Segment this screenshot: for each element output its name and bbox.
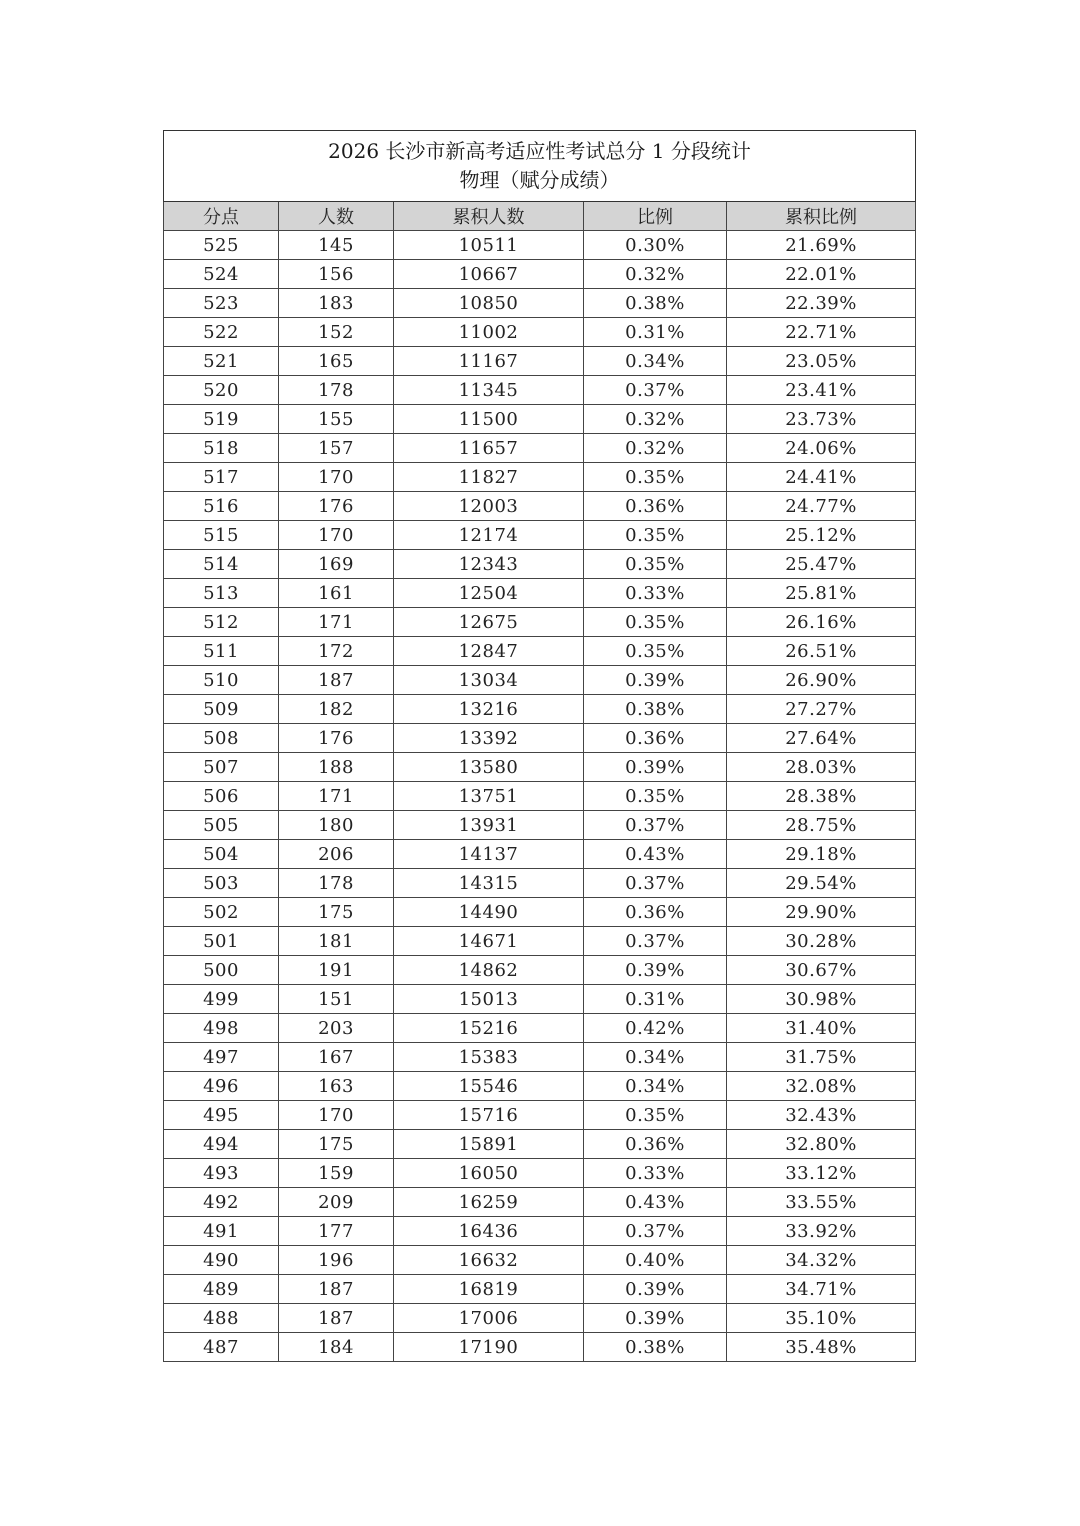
count-cell: 171 (279, 608, 394, 637)
cumulative-ratio-cell: 22.71% (727, 318, 916, 347)
ratio-cell: 0.35% (584, 521, 727, 550)
score-cell: 489 (164, 1275, 279, 1304)
score-distribution-table-wrapper (163, 130, 915, 1362)
count-cell: 170 (279, 521, 394, 550)
score-cell: 505 (164, 811, 279, 840)
cumulative-ratio-cell: 29.18% (727, 840, 916, 869)
count-cell: 170 (279, 1101, 394, 1130)
cumulative-ratio-cell: 25.12% (727, 521, 916, 550)
ratio-cell: 0.38% (584, 289, 727, 318)
cumulative-count-cell: 10850 (394, 289, 584, 318)
ratio-cell: 0.37% (584, 376, 727, 405)
cumulative-count-cell: 12343 (394, 550, 584, 579)
score-cell: 502 (164, 898, 279, 927)
table-row (164, 695, 916, 724)
cumulative-ratio-cell: 33.92% (727, 1217, 916, 1246)
cumulative-ratio-cell: 24.41% (727, 463, 916, 492)
cumulative-count-cell: 14137 (394, 840, 584, 869)
cumulative-ratio-cell: 29.90% (727, 898, 916, 927)
count-cell: 172 (279, 637, 394, 666)
ratio-cell: 0.39% (584, 753, 727, 782)
cumulative-count-cell: 16050 (394, 1159, 584, 1188)
table-row (164, 898, 916, 927)
count-cell: 169 (279, 550, 394, 579)
ratio-cell: 0.35% (584, 1101, 727, 1130)
cumulative-count-cell: 13931 (394, 811, 584, 840)
count-cell: 184 (279, 1333, 394, 1362)
count-cell: 145 (279, 231, 394, 260)
table-row (164, 840, 916, 869)
score-cell: 510 (164, 666, 279, 695)
cumulative-count-cell: 12174 (394, 521, 584, 550)
score-cell: 490 (164, 1246, 279, 1275)
table-row (164, 1043, 916, 1072)
ratio-cell: 0.39% (584, 1275, 727, 1304)
cumulative-count-cell: 14490 (394, 898, 584, 927)
score-cell: 497 (164, 1043, 279, 1072)
score-cell: 520 (164, 376, 279, 405)
cumulative-ratio-cell: 31.75% (727, 1043, 916, 1072)
cumulative-ratio-cell: 23.41% (727, 376, 916, 405)
cumulative-count-cell: 11657 (394, 434, 584, 463)
cumulative-ratio-cell: 25.81% (727, 579, 916, 608)
count-cell: 165 (279, 347, 394, 376)
cumulative-count-cell: 11345 (394, 376, 584, 405)
header-row (164, 202, 916, 231)
ratio-cell: 0.33% (584, 1159, 727, 1188)
score-cell: 506 (164, 782, 279, 811)
cumulative-ratio-cell: 35.10% (727, 1304, 916, 1333)
count-cell: 159 (279, 1159, 394, 1188)
table-row (164, 1217, 916, 1246)
cumulative-count-cell: 14862 (394, 956, 584, 985)
score-cell: 498 (164, 1014, 279, 1043)
count-cell: 152 (279, 318, 394, 347)
ratio-cell: 0.39% (584, 666, 727, 695)
header-count: 人数 (279, 202, 394, 231)
table-row (164, 463, 916, 492)
cumulative-ratio-cell: 30.67% (727, 956, 916, 985)
cumulative-count-cell: 13580 (394, 753, 584, 782)
table-row (164, 985, 916, 1014)
count-cell: 191 (279, 956, 394, 985)
cumulative-ratio-cell: 25.47% (727, 550, 916, 579)
score-cell: 525 (164, 231, 279, 260)
header-ratio: 比例 (584, 202, 727, 231)
score-cell: 515 (164, 521, 279, 550)
ratio-cell: 0.40% (584, 1246, 727, 1275)
ratio-cell: 0.37% (584, 869, 727, 898)
table-body (164, 231, 916, 1362)
table-row (164, 1159, 916, 1188)
count-cell: 155 (279, 405, 394, 434)
score-cell: 519 (164, 405, 279, 434)
cumulative-ratio-cell: 31.40% (727, 1014, 916, 1043)
header-cumulative-ratio: 累积比例 (727, 202, 916, 231)
cumulative-count-cell: 15716 (394, 1101, 584, 1130)
cumulative-count-cell: 17006 (394, 1304, 584, 1333)
score-cell: 491 (164, 1217, 279, 1246)
count-cell: 175 (279, 898, 394, 927)
cumulative-ratio-cell: 23.73% (727, 405, 916, 434)
table-row (164, 1188, 916, 1217)
cumulative-ratio-cell: 23.05% (727, 347, 916, 376)
ratio-cell: 0.34% (584, 1072, 727, 1101)
score-cell: 495 (164, 1101, 279, 1130)
cumulative-count-cell: 16436 (394, 1217, 584, 1246)
cumulative-ratio-cell: 28.03% (727, 753, 916, 782)
ratio-cell: 0.32% (584, 260, 727, 289)
table-row (164, 347, 916, 376)
score-distribution-table (163, 130, 916, 1362)
count-cell: 178 (279, 376, 394, 405)
table-row (164, 753, 916, 782)
ratio-cell: 0.38% (584, 1333, 727, 1362)
ratio-cell: 0.39% (584, 956, 727, 985)
ratio-cell: 0.43% (584, 1188, 727, 1217)
cumulative-count-cell: 13751 (394, 782, 584, 811)
cumulative-count-cell: 16632 (394, 1246, 584, 1275)
cumulative-count-cell: 12504 (394, 579, 584, 608)
score-cell: 507 (164, 753, 279, 782)
count-cell: 181 (279, 927, 394, 956)
title-row (164, 131, 916, 202)
table-row (164, 1101, 916, 1130)
cumulative-ratio-cell: 27.27% (727, 695, 916, 724)
score-cell: 493 (164, 1159, 279, 1188)
count-cell: 163 (279, 1072, 394, 1101)
cumulative-count-cell: 13034 (394, 666, 584, 695)
table-row (164, 492, 916, 521)
ratio-cell: 0.37% (584, 811, 727, 840)
count-cell: 175 (279, 1130, 394, 1159)
count-cell: 187 (279, 1304, 394, 1333)
ratio-cell: 0.35% (584, 608, 727, 637)
count-cell: 170 (279, 463, 394, 492)
cumulative-count-cell: 15013 (394, 985, 584, 1014)
cumulative-count-cell: 11167 (394, 347, 584, 376)
count-cell: 182 (279, 695, 394, 724)
title-line-1: 2026 长沙市新高考适应性考试总分 1 分段统计 (328, 139, 751, 163)
table-row (164, 521, 916, 550)
cumulative-count-cell: 13216 (394, 695, 584, 724)
cumulative-count-cell: 12675 (394, 608, 584, 637)
ratio-cell: 0.36% (584, 898, 727, 927)
table-row (164, 1014, 916, 1043)
count-cell: 161 (279, 579, 394, 608)
ratio-cell: 0.43% (584, 840, 727, 869)
table-row (164, 1072, 916, 1101)
table-row (164, 956, 916, 985)
cumulative-ratio-cell: 26.51% (727, 637, 916, 666)
score-cell: 518 (164, 434, 279, 463)
score-cell: 513 (164, 579, 279, 608)
count-cell: 203 (279, 1014, 394, 1043)
count-cell: 206 (279, 840, 394, 869)
cumulative-ratio-cell: 33.12% (727, 1159, 916, 1188)
score-cell: 503 (164, 869, 279, 898)
cumulative-count-cell: 12847 (394, 637, 584, 666)
count-cell: 176 (279, 724, 394, 753)
count-cell: 151 (279, 985, 394, 1014)
table-row (164, 231, 916, 260)
table-row (164, 666, 916, 695)
table-row (164, 1246, 916, 1275)
ratio-cell: 0.37% (584, 927, 727, 956)
ratio-cell: 0.31% (584, 985, 727, 1014)
cumulative-count-cell: 15891 (394, 1130, 584, 1159)
count-cell: 171 (279, 782, 394, 811)
cumulative-count-cell: 12003 (394, 492, 584, 521)
count-cell: 196 (279, 1246, 394, 1275)
cumulative-count-cell: 11002 (394, 318, 584, 347)
table-row (164, 724, 916, 753)
score-cell: 487 (164, 1333, 279, 1362)
header-cumulative-count: 累积人数 (394, 202, 584, 231)
cumulative-ratio-cell: 22.39% (727, 289, 916, 318)
title-line-2: 物理（赋分成绩） (459, 168, 620, 192)
cumulative-count-cell: 15216 (394, 1014, 584, 1043)
ratio-cell: 0.42% (584, 1014, 727, 1043)
cumulative-ratio-cell: 30.28% (727, 927, 916, 956)
table-row (164, 811, 916, 840)
table-row (164, 637, 916, 666)
score-cell: 509 (164, 695, 279, 724)
cumulative-ratio-cell: 26.16% (727, 608, 916, 637)
score-cell: 523 (164, 289, 279, 318)
cumulative-count-cell: 16259 (394, 1188, 584, 1217)
table-row (164, 289, 916, 318)
ratio-cell: 0.30% (584, 231, 727, 260)
cumulative-ratio-cell: 28.38% (727, 782, 916, 811)
count-cell: 187 (279, 1275, 394, 1304)
count-cell: 167 (279, 1043, 394, 1072)
score-cell: 514 (164, 550, 279, 579)
table-row (164, 550, 916, 579)
cumulative-ratio-cell: 34.32% (727, 1246, 916, 1275)
header-score: 分点 (164, 202, 279, 231)
cumulative-count-cell: 17190 (394, 1333, 584, 1362)
cumulative-count-cell: 14671 (394, 927, 584, 956)
score-cell: 508 (164, 724, 279, 753)
score-cell: 499 (164, 985, 279, 1014)
ratio-cell: 0.32% (584, 405, 727, 434)
table-row (164, 376, 916, 405)
score-cell: 488 (164, 1304, 279, 1333)
ratio-cell: 0.31% (584, 318, 727, 347)
cumulative-ratio-cell: 33.55% (727, 1188, 916, 1217)
cumulative-count-cell: 10667 (394, 260, 584, 289)
cumulative-count-cell: 15546 (394, 1072, 584, 1101)
count-cell: 187 (279, 666, 394, 695)
table-row (164, 608, 916, 637)
table-row (164, 1130, 916, 1159)
count-cell: 209 (279, 1188, 394, 1217)
count-cell: 176 (279, 492, 394, 521)
ratio-cell: 0.34% (584, 347, 727, 376)
count-cell: 188 (279, 753, 394, 782)
ratio-cell: 0.36% (584, 492, 727, 521)
count-cell: 178 (279, 869, 394, 898)
score-cell: 521 (164, 347, 279, 376)
ratio-cell: 0.38% (584, 695, 727, 724)
cumulative-ratio-cell: 22.01% (727, 260, 916, 289)
cumulative-ratio-cell: 21.69% (727, 231, 916, 260)
table-title (164, 131, 916, 202)
score-cell: 517 (164, 463, 279, 492)
count-cell: 180 (279, 811, 394, 840)
cumulative-ratio-cell: 24.77% (727, 492, 916, 521)
table-row (164, 318, 916, 347)
ratio-cell: 0.35% (584, 782, 727, 811)
cumulative-ratio-cell: 26.90% (727, 666, 916, 695)
ratio-cell: 0.36% (584, 724, 727, 753)
ratio-cell: 0.39% (584, 1304, 727, 1333)
cumulative-count-cell: 13392 (394, 724, 584, 753)
table-row (164, 1304, 916, 1333)
cumulative-count-cell: 15383 (394, 1043, 584, 1072)
ratio-cell: 0.36% (584, 1130, 727, 1159)
count-cell: 157 (279, 434, 394, 463)
cumulative-ratio-cell: 24.06% (727, 434, 916, 463)
ratio-cell: 0.33% (584, 579, 727, 608)
ratio-cell: 0.35% (584, 637, 727, 666)
cumulative-ratio-cell: 35.48% (727, 1333, 916, 1362)
score-cell: 500 (164, 956, 279, 985)
cumulative-count-cell: 10511 (394, 231, 584, 260)
table-row (164, 260, 916, 289)
score-cell: 522 (164, 318, 279, 347)
ratio-cell: 0.37% (584, 1217, 727, 1246)
score-cell: 524 (164, 260, 279, 289)
cumulative-ratio-cell: 27.64% (727, 724, 916, 753)
cumulative-ratio-cell: 32.08% (727, 1072, 916, 1101)
score-cell: 501 (164, 927, 279, 956)
score-cell: 494 (164, 1130, 279, 1159)
ratio-cell: 0.35% (584, 463, 727, 492)
count-cell: 183 (279, 289, 394, 318)
cumulative-ratio-cell: 34.71% (727, 1275, 916, 1304)
score-cell: 516 (164, 492, 279, 521)
cumulative-count-cell: 14315 (394, 869, 584, 898)
score-cell: 504 (164, 840, 279, 869)
ratio-cell: 0.35% (584, 550, 727, 579)
score-cell: 492 (164, 1188, 279, 1217)
score-cell: 496 (164, 1072, 279, 1101)
ratio-cell: 0.32% (584, 434, 727, 463)
score-cell: 512 (164, 608, 279, 637)
table-row (164, 1275, 916, 1304)
cumulative-ratio-cell: 32.80% (727, 1130, 916, 1159)
cumulative-ratio-cell: 30.98% (727, 985, 916, 1014)
cumulative-count-cell: 16819 (394, 1275, 584, 1304)
cumulative-ratio-cell: 28.75% (727, 811, 916, 840)
table-row (164, 869, 916, 898)
table-row (164, 434, 916, 463)
cumulative-count-cell: 11827 (394, 463, 584, 492)
table-row (164, 405, 916, 434)
cumulative-count-cell: 11500 (394, 405, 584, 434)
table-row (164, 927, 916, 956)
count-cell: 177 (279, 1217, 394, 1246)
table-row (164, 579, 916, 608)
count-cell: 156 (279, 260, 394, 289)
cumulative-ratio-cell: 32.43% (727, 1101, 916, 1130)
table-row (164, 782, 916, 811)
ratio-cell: 0.34% (584, 1043, 727, 1072)
table-row (164, 1333, 916, 1362)
cumulative-ratio-cell: 29.54% (727, 869, 916, 898)
score-cell: 511 (164, 637, 279, 666)
